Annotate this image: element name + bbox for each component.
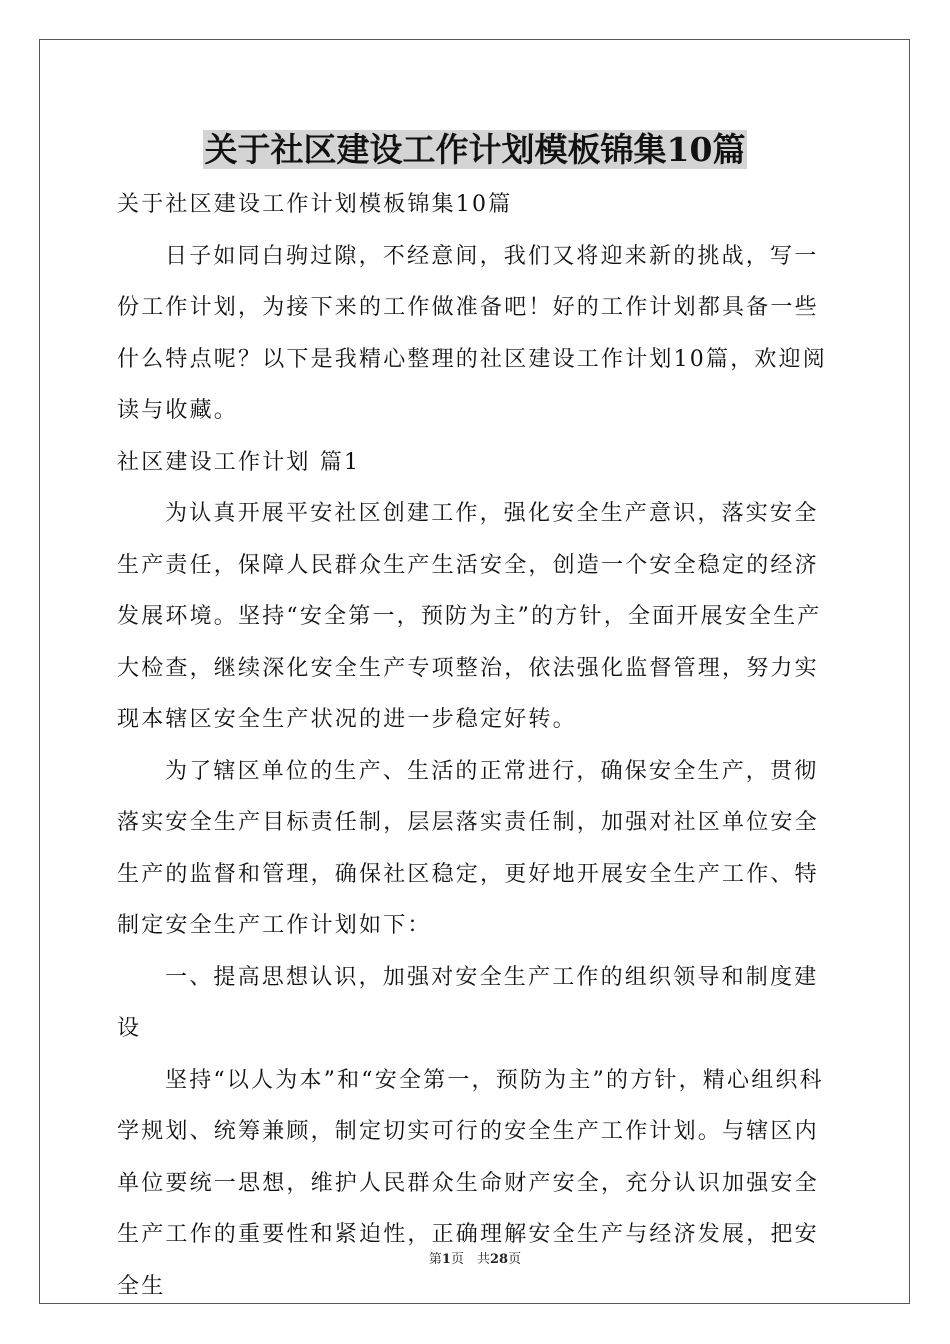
page-footer bbox=[0, 1248, 950, 1267]
document-title-text: 关于社区建设工作计划模板锦集10篇 bbox=[204, 130, 746, 169]
total-pages: 28 bbox=[489, 1252, 509, 1267]
footer-mid: 页 共 bbox=[450, 1252, 490, 1267]
footer-prefix: 第 bbox=[428, 1252, 442, 1267]
paragraph-body: 为认真开展平安社区创建工作，强化安全生产意识，落实安全生产责任，保障人民群众生产生活安全，创造一个安全稳定的经济发展环境。坚持“安全第一，预防为主”的方针，全面开展安全生产大检查，继续深化安全生产专项整治，依法强化监督管理，努力实现本辖区安全生产状况的进一步稳定好转。 bbox=[117, 501, 822, 732]
paragraph-body: 为了辖区单位的生产、生活的正常进行，确保安全生产，贯彻落实安全生产目标责任制，层层落实责任制，加强对社区单位安全生产的监督和管理，确保社区稳定，更好地开展安全生产工作、特制定安全生产工作计划如下： bbox=[117, 758, 819, 938]
document-body bbox=[117, 179, 835, 1312]
subsection-heading: 一、提高思想认识，加强对安全生产工作的组织领导和制度建设 bbox=[117, 964, 819, 1041]
page-number: 1 bbox=[441, 1252, 451, 1267]
footer-suffix: 页 bbox=[508, 1252, 522, 1267]
paragraph-intro: 日子如同白驹过隙，不经意间，我们又将迎来新的挑战，写一份工作计划，为接下来的工作做准备吧！好的工作计划都具备一些什么特点呢？以下是我精心整理的社区建设工作计划10篇，欢迎阅读与收藏。 bbox=[117, 243, 827, 423]
paragraph-subtitle: 关于社区建设工作计划模板锦集10篇 bbox=[117, 192, 513, 217]
document-title bbox=[0, 126, 950, 174]
paragraph-body: 坚持“以人为本”和“安全第一，预防为主”的方针，精心组织科学规划、统筹兼顾，制定切实可行的安全生产工作计划。与辖区内单位要统一思想，维护人民群众生命财产安全，充分认识加强安全生产工作的重要性和紧迫性，正确理解安全生产与经济发展，把安全生 bbox=[117, 1067, 824, 1299]
section-heading: 社区建设工作计划 篇1 bbox=[117, 449, 361, 475]
